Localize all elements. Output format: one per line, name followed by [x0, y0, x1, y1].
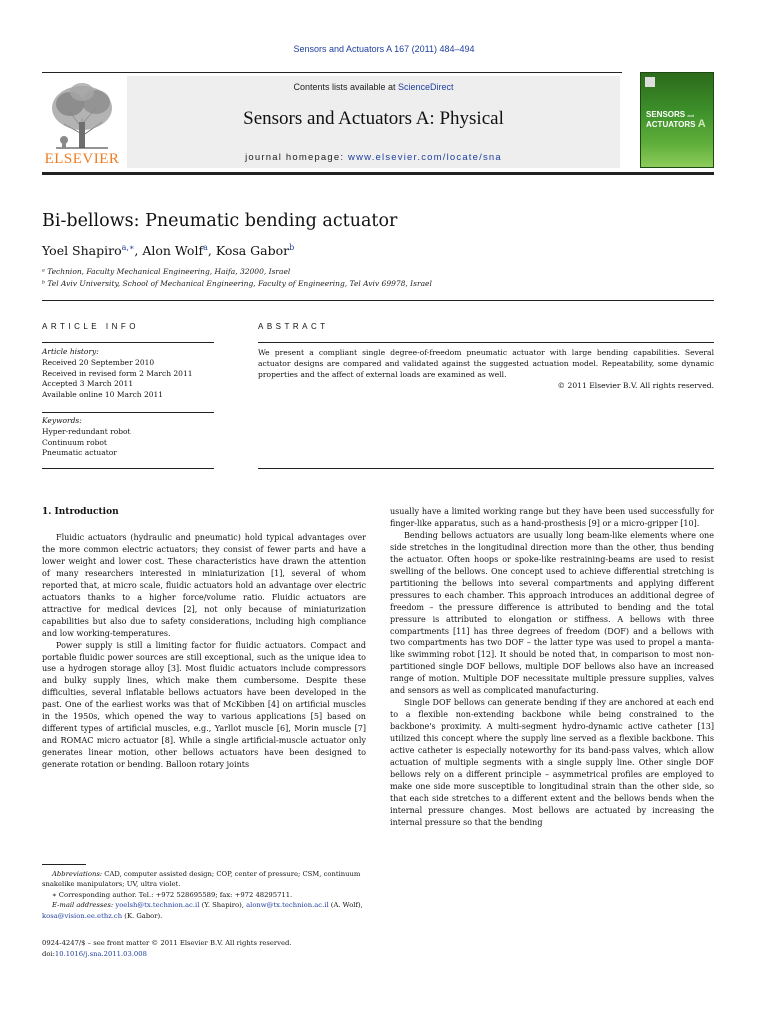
email-link[interactable]: kosa@vision.ee.ethz.ch: [42, 911, 123, 920]
contents-prefix: Contents lists available at: [293, 82, 399, 92]
doi-line: [42, 949, 366, 960]
email-owner: (Y. Shapiro),: [201, 901, 244, 910]
abstract-rule: [258, 342, 714, 343]
cover-elsevier-icon: [645, 77, 655, 87]
keywords: [42, 416, 214, 459]
article-info-rule: [42, 468, 214, 469]
keywords-label: Keywords:: [42, 416, 82, 425]
contents-line: [127, 82, 620, 92]
masthead-bottom-rule: [42, 172, 714, 175]
doi-label: doi:: [42, 949, 55, 958]
body-paragraph: Fluidic actuators (hydraulic and pneumatic) hold typical advantages over the more common electric actuators; they consist of fewer parts and have a lower weight and lower cost. These characteristics have drawn the attention of many researchers interested in miniaturization [1], several of whom reported that, at micro scale, fluidic actuators hold an advantage over electric actuators thanks to a higher force/volume ratio. Fluidic actuators are attractive for medical devices [2], not only because of miniaturization capabilities but also due to safety considerations, including high compliance and low working-temperatures.: [42, 533, 366, 638]
journal-cover-thumbnail[interactable]: [640, 72, 714, 168]
sciencedirect-link[interactable]: ScienceDirect: [398, 82, 454, 92]
abstract-rule: [258, 468, 714, 469]
footnotes: [42, 869, 366, 921]
body-paragraph: Single DOF bellows can generate bending if they are anchored at each end to a flexible non-extending backbone while being constrained to the backbone's proximity. A multi-segment hydro-dynamic active catheter [13] utilized this concept where the supply line served as a flexible backbone. This active catheter is especially noteworthy for its band-pass valves, which allow actuation of multiple segments with a single supply line. Other single DOF bellows rely on a different principle – asymmetrical profiles are employed to make one side more susceptible to longitudinal strain than the other side, so that each side stretches to a different extent and the bellows bends when the internal pressure changes. Most bellows are actuated by increasing the internal pressure so that the bending: [390, 698, 714, 827]
keyword: Pneumatic actuator: [42, 448, 117, 458]
abbreviations-text: CAD, computer assisted design; COP, center of pressure; CSM, continuum snakelike manipulators; UV, ultra violet.: [42, 870, 361, 889]
keyword: Continuum robot: [42, 437, 107, 447]
bottom-info: [42, 938, 366, 960]
journal-homepage: [127, 152, 620, 163]
email-footnote: [42, 900, 366, 921]
email-owner: (A. Wolf),: [330, 901, 363, 910]
homepage-link[interactable]: www.elsevier.com/locate/sna: [348, 152, 502, 163]
left-column-body: [42, 532, 366, 771]
abbreviations-label: Abbreviations:: [52, 870, 103, 878]
history-item: Accepted 3 March 2011: [42, 379, 134, 389]
author-affiliation-mark[interactable]: a,∗: [121, 243, 135, 252]
author-list: Yoel Shapiro$^{a,∗}$, Alon Wolf$^a$, Kosa Gabor$^b$: [42, 243, 295, 259]
right-column-body: [390, 506, 714, 829]
footnote-rule: [42, 864, 86, 865]
affiliation-b: ᵇ Tel Aviv University, School of Mechanical Engineering, Faculty of Engineering, Tel Aviv 69978, Israel: [42, 279, 432, 288]
masthead-top-rule: [42, 72, 622, 73]
journal-citation[interactable]: Sensors and Actuators A 167 (2011) 484–494: [293, 44, 475, 54]
article-info-heading: ARTICLE INFO: [42, 322, 139, 331]
history-item: Available online 10 March 2011: [42, 390, 164, 400]
author-name: Kosa Gabor: [215, 243, 290, 259]
abstract-copyright: © 2011 Elsevier B.V. All rights reserved.: [557, 381, 714, 390]
history-label: Article history:: [42, 347, 99, 356]
author-name: Yoel Shapiro: [42, 243, 122, 259]
abstract-heading: ABSTRACT: [258, 322, 329, 331]
email-label: E-mail addresses:: [52, 901, 114, 910]
doi-link[interactable]: 10.1016/j.sna.2011.03.008: [54, 949, 147, 958]
body-paragraph: Power supply is still a limiting factor for fluidic actuators. Compact and portable fluidic power sources are still exceptional, such as the unique idea to use a hydrogen storage alloy [3]. Most fluidic actuators include compressors and bulky supply lines, which make them cumbersome. Despite these difficulties, several inflatable bellows actuators have been developed in the past. One of the earliest works was that of McKibben [4] on artificial muscles in the 1950s, which opened the way to various applications [5] based on different types of artificial muscles, e.g., Yarllot muscle [6], Morin muscle [7] and ROMAC micro actuator [8]. While a single artificial-muscle actuator only generates linear motion, other bellows actuators have been designed to generate rotation or bending. Balloon rotary joints: [42, 640, 366, 770]
email-owner: (K. Gabor).: [124, 911, 163, 920]
keyword: Hyper-redundant robot: [42, 426, 131, 436]
homepage-prefix: journal homepage:: [245, 152, 349, 163]
author-affiliation-mark[interactable]: a: [203, 243, 208, 252]
article-history: [42, 347, 214, 401]
section-heading-introduction: 1. Introduction: [42, 507, 119, 517]
author-affiliation-mark[interactable]: b: [289, 243, 295, 252]
elsevier-wordmark: ELSEVIER: [44, 151, 120, 167]
author-name: Alon Wolf: [142, 243, 204, 259]
issn-line: 0924-4247/$ – see front matter © 2011 Elsevier B.V. All rights reserved.: [42, 939, 292, 947]
article-info-rule: [42, 342, 214, 343]
affiliation-a: ᵃ Technion, Faculty Mechanical Engineering, Haifa, 32000, Israel: [42, 267, 291, 276]
body-paragraph: Bending bellows actuators are usually long beam-like elements where one side stretches in the longitudinal direction more than the other, thus bending the actuator. Often hoops or spoke-like restraining-beams are used to resist swelling of the bellows. One concept used to achieve differential stretching is partitioning the bellows into several compartments and applying different pressures to each chamber. This approach introduces an additional degree of freedom – the pressure difference is attributed to bending and the total pressure is attributed to elongation or stiffness. A bellows with three compartments [11] has three degrees of freedom (DOF) and a bellows with two compartments has two DOF – the latter type was used to propel a manta-like swimming robot [12]. It should be noted that, in comparison to most non-partitioned single DOF bellows, multiple DOF bellows also have an increased range of motion. Multiple DOF necessitate multiple pressure supplies, valves and sensors as well as complicated manufacturing.: [390, 530, 714, 696]
email-link[interactable]: yoelsh@tx.technion.ac.il: [115, 901, 200, 910]
email-link[interactable]: alonw@tx.technion.ac.il: [246, 901, 329, 910]
cover-title: SENSORS and ACTUATORS A: [646, 110, 706, 130]
abbreviations-footnote: [42, 869, 366, 890]
body-paragraph: usually have a limited working range but they have been used successfully for finger-like apparatus, such as a hand-prosthesis [9] or a micro-gripper [10].: [390, 507, 714, 528]
abstract-body: [258, 347, 714, 391]
corresponding-author-footnote: ∗ Corresponding author. Tel.: +972 528695589; fax: +972 48295711.: [52, 890, 293, 899]
article-title: Bi-bellows: Pneumatic bending actuator: [42, 211, 398, 231]
abstract-text: We present a compliant single degree-of-freedom pneumatic actuator with large bending capabilities. Several actuator designs are compared and validated against the suggested actuation model. Repeatability, some dynamic properties and the affect of external loads are examined as well.: [258, 348, 714, 379]
article-info-rule: [42, 412, 214, 413]
journal-name: Sensors and Actuators A: Physical: [243, 108, 504, 129]
history-item: Received in revised form 2 March 2011: [42, 368, 193, 378]
history-item: Received 20 September 2010: [42, 357, 155, 367]
affiliation-rule: [42, 300, 714, 301]
